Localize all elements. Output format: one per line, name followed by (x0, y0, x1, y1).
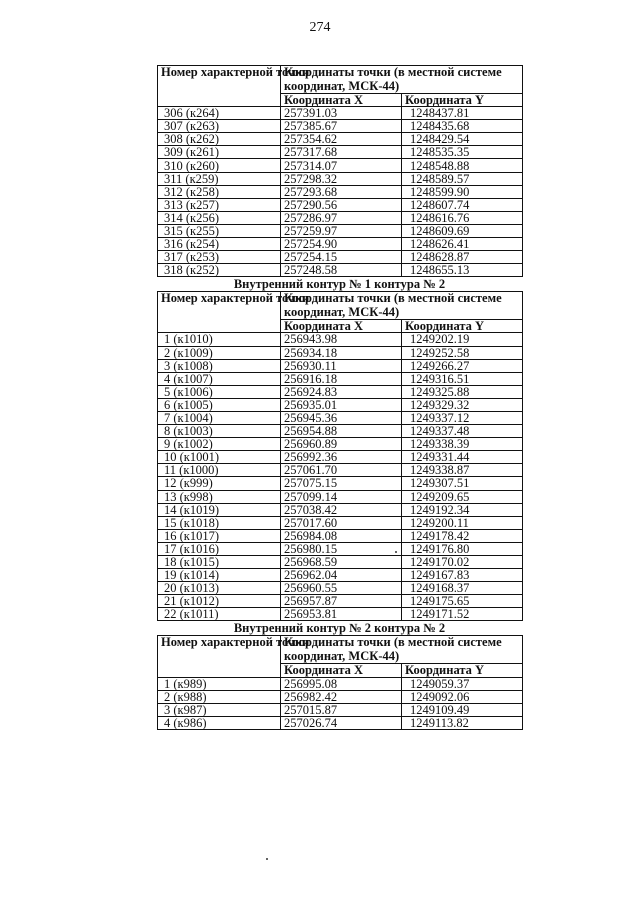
table-row (158, 198, 523, 211)
table-row (158, 608, 523, 621)
coord-x-cell: 256960.89 (281, 438, 402, 451)
coord-y-cell: 1248607.74 (402, 198, 523, 211)
coord-y-cell: 1249167.83 (402, 569, 523, 582)
table-row (158, 385, 523, 398)
coordinates-table-1 (157, 65, 523, 277)
coord-y-cell: 1248616.76 (402, 211, 523, 224)
point-number-cell: 314 (к256) (158, 211, 281, 224)
coord-y-cell: 1249337.48 (402, 425, 523, 438)
coord-x-cell: 257099.14 (281, 490, 402, 503)
table-row (158, 690, 523, 703)
point-number-cell: 21 (к1012) (158, 595, 281, 608)
table-row (158, 333, 523, 346)
table-row (158, 582, 523, 595)
coord-y-cell: 1249175.65 (402, 595, 523, 608)
coord-y-cell: 1249331.44 (402, 451, 523, 464)
table-row (158, 569, 523, 582)
coord-x-cell: 256995.08 (281, 677, 402, 690)
point-number-cell: 2 (к1009) (158, 346, 281, 359)
coord-x-cell: 257038.42 (281, 503, 402, 516)
point-number-cell: 309 (к261) (158, 146, 281, 159)
coord-y-cell: 1249200.11 (402, 516, 523, 529)
coord-x-cell: 257061.70 (281, 464, 402, 477)
page-number: 274 (309, 20, 331, 35)
table-row (158, 716, 523, 729)
coord-y-cell: 1248548.88 (402, 159, 523, 172)
coord-x-cell: 256957.87 (281, 595, 402, 608)
coord-x-cell: 256945.36 (281, 411, 402, 424)
coord-x-cell: 256992.36 (281, 451, 402, 464)
table-row (158, 703, 523, 716)
coord-y-cell: 1249059.37 (402, 677, 523, 690)
table-row (158, 477, 523, 490)
section-title-inner-contour-1: Внутренний контур № 1 контура № 2 (233, 277, 446, 292)
table-row (158, 211, 523, 224)
table-row (158, 359, 523, 372)
table-row (158, 251, 523, 264)
table-row (158, 159, 523, 172)
coordinates-header: Координаты точки (в местной системе координат, МСК-44) (281, 636, 523, 664)
coord-x-cell: 256968.59 (281, 556, 402, 569)
coordinates-table-3 (157, 635, 523, 729)
coord-x-cell: 257354.62 (281, 133, 402, 146)
coord-x-header: Координата X (281, 320, 402, 333)
coord-y-cell: 1249338.39 (402, 438, 523, 451)
coord-x-cell: 257026.74 (281, 716, 402, 729)
coordinates-document (157, 65, 522, 730)
coord-x-cell: 257298.32 (281, 172, 402, 185)
point-number-cell: 4 (к986) (158, 716, 281, 729)
point-number-cell: 13 (к998) (158, 490, 281, 503)
point-number-cell: 15 (к1018) (158, 516, 281, 529)
point-number-cell: 3 (к987) (158, 703, 281, 716)
point-number-cell: 11 (к1000) (158, 464, 281, 477)
coord-y-cell: 1249202.19 (402, 333, 523, 346)
table-row (158, 185, 523, 198)
point-number-cell: 6 (к1005) (158, 398, 281, 411)
table-row (158, 107, 523, 120)
table-row (158, 224, 523, 237)
scan-speck (395, 551, 397, 553)
point-number-cell: 12 (к999) (158, 477, 281, 490)
point-number-header: Номер характерной точки (158, 66, 281, 107)
coord-y-cell: 1249192.34 (402, 503, 523, 516)
table-row (158, 490, 523, 503)
coord-y-header: Координата Y (402, 664, 523, 677)
point-number-cell: 311 (к259) (158, 172, 281, 185)
coord-x-cell: 256934.18 (281, 346, 402, 359)
table-row (158, 438, 523, 451)
table-row (158, 133, 523, 146)
table-row (158, 411, 523, 424)
coord-x-cell: 256916.18 (281, 372, 402, 385)
coord-y-cell: 1249092.06 (402, 690, 523, 703)
coord-y-cell: 1249171.52 (402, 608, 523, 621)
coord-y-cell: 1248535.35 (402, 146, 523, 159)
table-row (158, 503, 523, 516)
coord-y-cell: 1248599.90 (402, 185, 523, 198)
table-header-row (158, 292, 523, 320)
point-number-cell: 1 (к1010) (158, 333, 281, 346)
coord-y-cell: 1249109.49 (402, 703, 523, 716)
coord-y-cell: 1249338.87 (402, 464, 523, 477)
section-title-inner-contour-2: Внутренний контур № 2 контура № 2 (233, 621, 446, 636)
coord-x-cell: 257385.67 (281, 120, 402, 133)
table-row (158, 120, 523, 133)
coord-x-cell: 256982.42 (281, 690, 402, 703)
coord-x-cell: 257314.07 (281, 159, 402, 172)
point-number-cell: 307 (к263) (158, 120, 281, 133)
table-row (158, 346, 523, 359)
table-row (158, 264, 523, 277)
coord-x-header: Координата X (281, 664, 402, 677)
coord-x-cell: 256984.08 (281, 529, 402, 542)
coord-y-cell: 1249176.80 (402, 542, 523, 555)
coord-y-cell: 1248655.13 (402, 264, 523, 277)
coord-x-cell: 257259.97 (281, 224, 402, 237)
coord-y-cell: 1249316.51 (402, 372, 523, 385)
coord-y-cell: 1248626.41 (402, 238, 523, 251)
coord-x-header: Координата X (281, 94, 402, 107)
table-row (158, 398, 523, 411)
coord-y-cell: 1248589.57 (402, 172, 523, 185)
coord-y-cell: 1248435.68 (402, 120, 523, 133)
point-number-cell: 18 (к1015) (158, 556, 281, 569)
table-body (158, 107, 523, 277)
point-number-cell: 10 (к1001) (158, 451, 281, 464)
table-body (158, 333, 523, 621)
table-row (158, 464, 523, 477)
table-row (158, 372, 523, 385)
coord-y-cell: 1249329.32 (402, 398, 523, 411)
point-number-cell: 14 (к1019) (158, 503, 281, 516)
coord-x-cell: 257391.03 (281, 107, 402, 120)
coord-x-cell: 256930.11 (281, 359, 402, 372)
coordinates-header: Координаты точки (в местной системе координат, МСК-44) (281, 66, 523, 94)
coordinates-table-2 (157, 291, 523, 621)
coord-x-cell: 257075.15 (281, 477, 402, 490)
coord-x-cell: 256935.01 (281, 398, 402, 411)
point-number-cell: 317 (к253) (158, 251, 281, 264)
point-number-cell: 306 (к264) (158, 107, 281, 120)
point-number-cell: 7 (к1004) (158, 411, 281, 424)
point-number-cell: 20 (к1013) (158, 582, 281, 595)
point-number-cell: 8 (к1003) (158, 425, 281, 438)
point-number-cell: 16 (к1017) (158, 529, 281, 542)
coord-y-cell: 1248437.81 (402, 107, 523, 120)
coord-y-cell: 1249209.65 (402, 490, 523, 503)
coord-x-cell: 257290.56 (281, 198, 402, 211)
table-row (158, 556, 523, 569)
point-number-cell: 3 (к1008) (158, 359, 281, 372)
point-number-cell: 313 (к257) (158, 198, 281, 211)
coord-y-cell: 1248429.54 (402, 133, 523, 146)
coord-y-cell: 1249337.12 (402, 411, 523, 424)
point-number-cell: 318 (к252) (158, 264, 281, 277)
point-number-cell: 316 (к254) (158, 238, 281, 251)
coord-y-cell: 1248628.87 (402, 251, 523, 264)
coord-y-cell: 1248609.69 (402, 224, 523, 237)
coord-y-cell: 1249307.51 (402, 477, 523, 490)
point-number-cell: 312 (к258) (158, 185, 281, 198)
coord-y-cell: 1249113.82 (402, 716, 523, 729)
point-number-cell: 4 (к1007) (158, 372, 281, 385)
point-number-cell: 19 (к1014) (158, 569, 281, 582)
point-number-cell: 315 (к255) (158, 224, 281, 237)
coord-x-cell: 257254.15 (281, 251, 402, 264)
point-number-cell: 5 (к1006) (158, 385, 281, 398)
point-number-header: Номер характерной точки (158, 292, 281, 333)
point-number-cell: 9 (к1002) (158, 438, 281, 451)
coord-y-cell: 1249178.42 (402, 529, 523, 542)
point-number-cell: 22 (к1011) (158, 608, 281, 621)
table-row (158, 542, 523, 555)
coord-y-cell: 1249266.27 (402, 359, 523, 372)
scan-speck (266, 858, 268, 860)
table-row (158, 451, 523, 464)
table-body (158, 677, 523, 729)
table-row (158, 146, 523, 159)
coord-y-header: Координата Y (402, 320, 523, 333)
coord-x-cell: 256953.81 (281, 608, 402, 621)
table-header-row (158, 636, 523, 664)
point-number-cell: 17 (к1016) (158, 542, 281, 555)
coord-x-cell: 256962.04 (281, 569, 402, 582)
coord-x-cell: 256943.98 (281, 333, 402, 346)
coord-x-cell: 256980.15 (281, 542, 402, 555)
coord-x-cell: 257286.97 (281, 211, 402, 224)
table-row (158, 172, 523, 185)
coord-y-header: Координата Y (402, 94, 523, 107)
table-row (158, 595, 523, 608)
table-row (158, 238, 523, 251)
coord-x-cell: 257017.60 (281, 516, 402, 529)
coord-y-cell: 1249252.58 (402, 346, 523, 359)
point-number-cell: 308 (к262) (158, 133, 281, 146)
coord-y-cell: 1249170.02 (402, 556, 523, 569)
coord-x-cell: 257248.58 (281, 264, 402, 277)
table-header-row (158, 66, 523, 94)
coord-x-cell: 256924.83 (281, 385, 402, 398)
table-row (158, 425, 523, 438)
point-number-header: Номер характерной точки (158, 636, 281, 677)
table-row (158, 529, 523, 542)
table-row (158, 516, 523, 529)
point-number-cell: 1 (к989) (158, 677, 281, 690)
table-row (158, 677, 523, 690)
coord-x-cell: 257015.87 (281, 703, 402, 716)
point-number-cell: 310 (к260) (158, 159, 281, 172)
coord-y-cell: 1249325.88 (402, 385, 523, 398)
point-number-cell: 2 (к988) (158, 690, 281, 703)
coord-x-cell: 257317.68 (281, 146, 402, 159)
coordinates-header: Координаты точки (в местной системе координат, МСК-44) (281, 292, 523, 320)
coord-x-cell: 256954.88 (281, 425, 402, 438)
coord-y-cell: 1249168.37 (402, 582, 523, 595)
coord-x-cell: 257254.90 (281, 238, 402, 251)
coord-x-cell: 256960.55 (281, 582, 402, 595)
coord-x-cell: 257293.68 (281, 185, 402, 198)
